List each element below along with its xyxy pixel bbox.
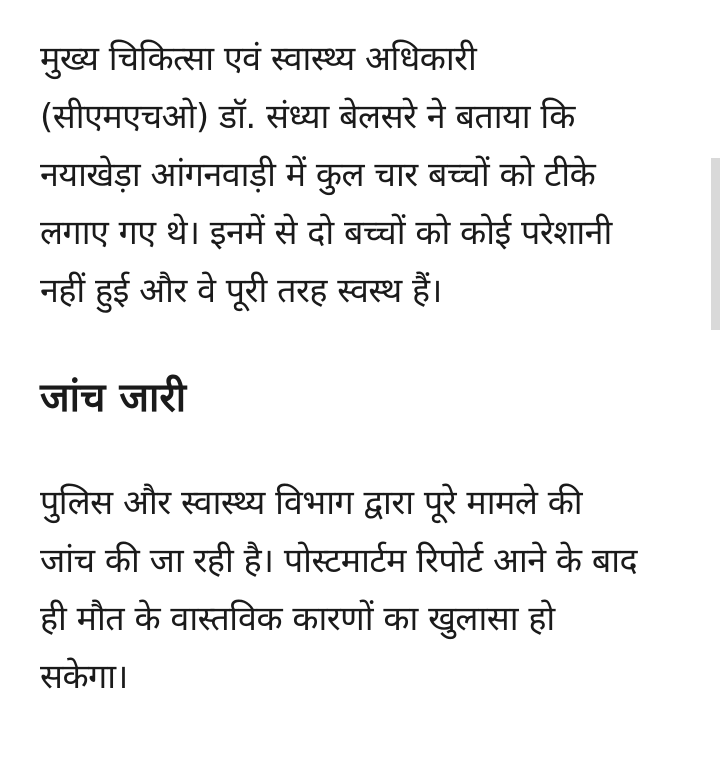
- text-line: पुलिस और स्वास्थ्य विभाग द्वारा पूरे मामले की: [40, 483, 583, 523]
- article-body: [40, 30, 700, 706]
- text-line: सकेगा।: [40, 657, 128, 697]
- text-line: नहीं हुई और वे पूरी तरह स्वस्थ हैं।: [40, 271, 442, 311]
- text-line: लगाए गए थे। इनमें से दो बच्चों को कोई परेशानी: [40, 213, 612, 253]
- text-line: (सीएमएचओ) डॉ. संध्या बेलसरे ने बताया कि: [40, 97, 575, 137]
- text-line: जांच की जा रही है। पोस्टमार्टम रिपोर्ट आने के बाद: [40, 541, 638, 581]
- paragraph-investigation: [40, 474, 700, 706]
- section-heading: जांच जारी: [40, 375, 187, 421]
- text-line: ही मौत के वास्तविक कारणों का खुलासा हो: [40, 599, 555, 639]
- text-line: मुख्य चिकित्सा एवं स्वास्थ्य अधिकारी: [40, 39, 477, 79]
- scrollbar-thumb[interactable]: [711, 158, 720, 330]
- paragraph-cmho-statement: [40, 30, 700, 320]
- text-line: नयाखेड़ा आंगनवाड़ी में कुल चार बच्चों को टीके: [40, 155, 596, 195]
